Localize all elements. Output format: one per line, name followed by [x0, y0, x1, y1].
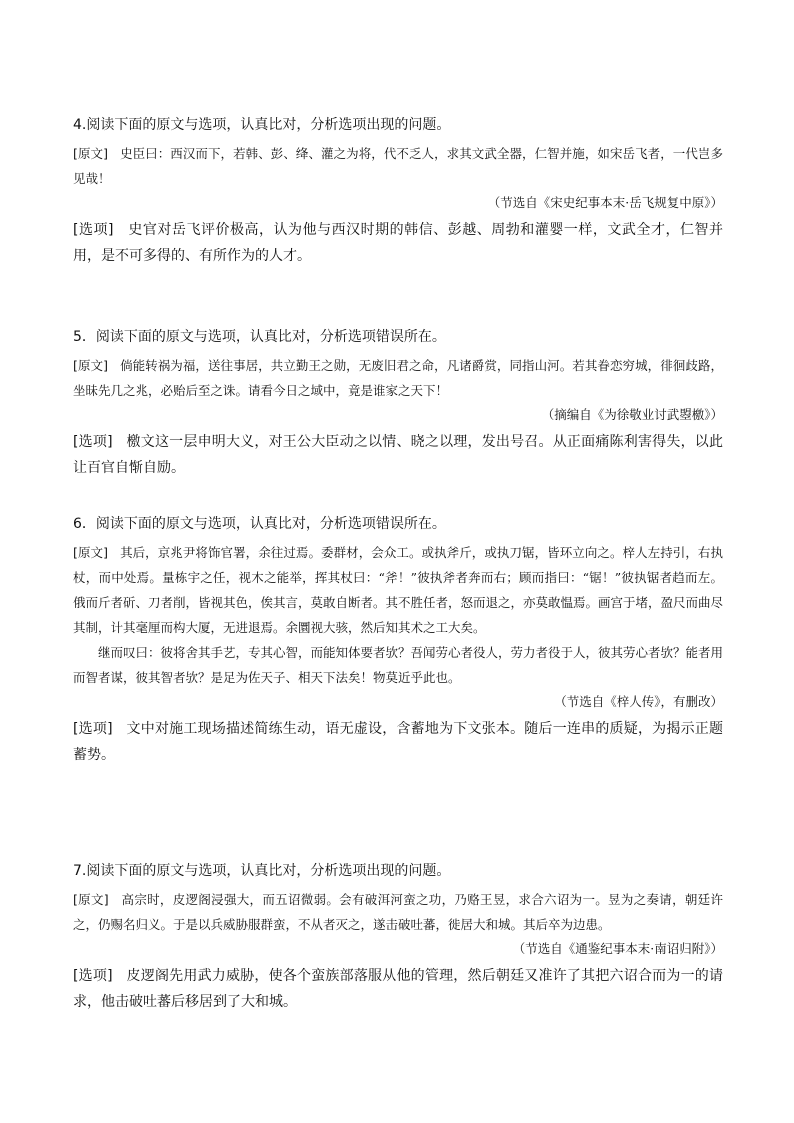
original-text [73, 540, 723, 640]
option-body: 檄文这一层申明大义，对王公大臣动之以情、晓之以理，发出号召。从正面痛陈利害得失，以此让百官自惭自励。 [73, 434, 723, 476]
option-body: 史官对岳飞评价极高，认为他与西汉时期的韩信、彭越、周勃和灌婴一样，文武全才，仁智并用，是不可多得的、有所作为的人才。 [73, 222, 723, 264]
source-citation: （节选自《通鉴纪事本末·南诏归附》） [512, 941, 723, 956]
original-body: 史臣曰：西汉而下，若韩、彭、绛、灌之为将，代不乏人，求其文武全器，仁智并施，如宋岳飞者，一代岂多见哉！ [73, 146, 723, 186]
original-tag: [原文] [73, 358, 108, 373]
option-tag: [选项] [73, 968, 113, 984]
question-stem: 7.阅读下面的原文与选项，认真比对，分析选项出现的问题。 [73, 863, 451, 879]
original-tag: [原文] [73, 146, 108, 161]
question-6 [73, 514, 723, 768]
question-stem: 6．阅读下面的原文与选项，认真比对，分析选项错误所在。 [73, 516, 446, 532]
original-body: 倘能转祸为福，送往事居，共立勤王之勋，无废旧君之命，凡诸爵赏，同指山河。若其眷恋穷城，徘徊歧路，坐昧先几之兆，必贻后至之诛。请看今日之域中，竟是谁家之天下！ [73, 358, 723, 398]
option-text [73, 716, 723, 768]
original-text [73, 353, 723, 403]
question-7 [73, 861, 723, 1015]
option-text [73, 217, 723, 269]
option-tag: [选项] [73, 721, 113, 737]
original-body: 其后，京兆尹将饰官署，余往过焉。委群材，会众工。或执斧斤，或执刀锯，皆环立向之。梓人左持引，右执杖，而中处焉。量栋宇之任，视木之能举，挥其杖曰：“斧！”彼执斧者奔而右；顾而指曰：“锯！”彼执锯者趋而左。俄而斤者斫、刀者削，皆视其色，俟其言，莫敢自断者。其不胜任者，怒而退之，亦莫敢愠焉。画宫于堵，盈尺而曲尽其制，计其毫厘而构大厦，无进退焉。余圜视大骇，然后知其术之工大矣。 [73, 545, 724, 635]
original-text-paragraph-2: 继而叹曰：彼将舍其手艺，专其心智，而能知体要者欤？吾闻劳心者役人，劳力者役于人，彼其劳心者欤？能者用而智者谋，彼其智者欤？是足为佐天子、相天下法矣！物莫近乎此也。 [73, 645, 724, 685]
original-tag: [原文] [73, 892, 109, 907]
option-body: 文中对施工现场描述简练生动，语无虚设，含蓄地为下文张本。随后一连串的质疑，为揭示正题蓄势。 [73, 721, 723, 763]
option-text [73, 429, 723, 481]
source-citation: （节选自《梓人传》，有删改） [554, 694, 723, 709]
original-text [73, 141, 723, 191]
source-citation: （摘编自《为徐敬业讨武曌檄》） [541, 407, 723, 422]
option-text [73, 963, 723, 1015]
question-4 [73, 115, 723, 269]
option-body: 皮逻阁先用武力威胁，使各个蛮族部落服从他的管理，然后朝廷又准许了其把六诏合而为一的请求，他击破吐蕃后移居到了大和城。 [73, 968, 723, 1010]
option-tag: [选项] [73, 434, 113, 450]
question-stem: 4.阅读下面的原文与选项，认真比对，分析选项出现的问题。 [73, 117, 451, 133]
original-tag: [原文] [73, 545, 108, 560]
source-citation: （节选自《宋史纪事本末·岳飞规复中原》） [487, 195, 723, 210]
original-body: 高宗时，皮逻阁浸强大，而五诏微弱。会有破洱河蛮之功，乃赂王昱，求合六诏为一。昱为之奏请，朝廷许之，仍赐名归义。于是以兵威胁服群蛮，不从者灭之，遂击破吐蕃，徙居大和城。其后卒为边患。 [73, 892, 723, 932]
question-5 [73, 327, 723, 481]
original-text [73, 887, 723, 937]
option-tag: [选项] [73, 222, 114, 238]
question-stem: 5．阅读下面的原文与选项，认真比对，分析选项错误所在。 [73, 329, 446, 345]
